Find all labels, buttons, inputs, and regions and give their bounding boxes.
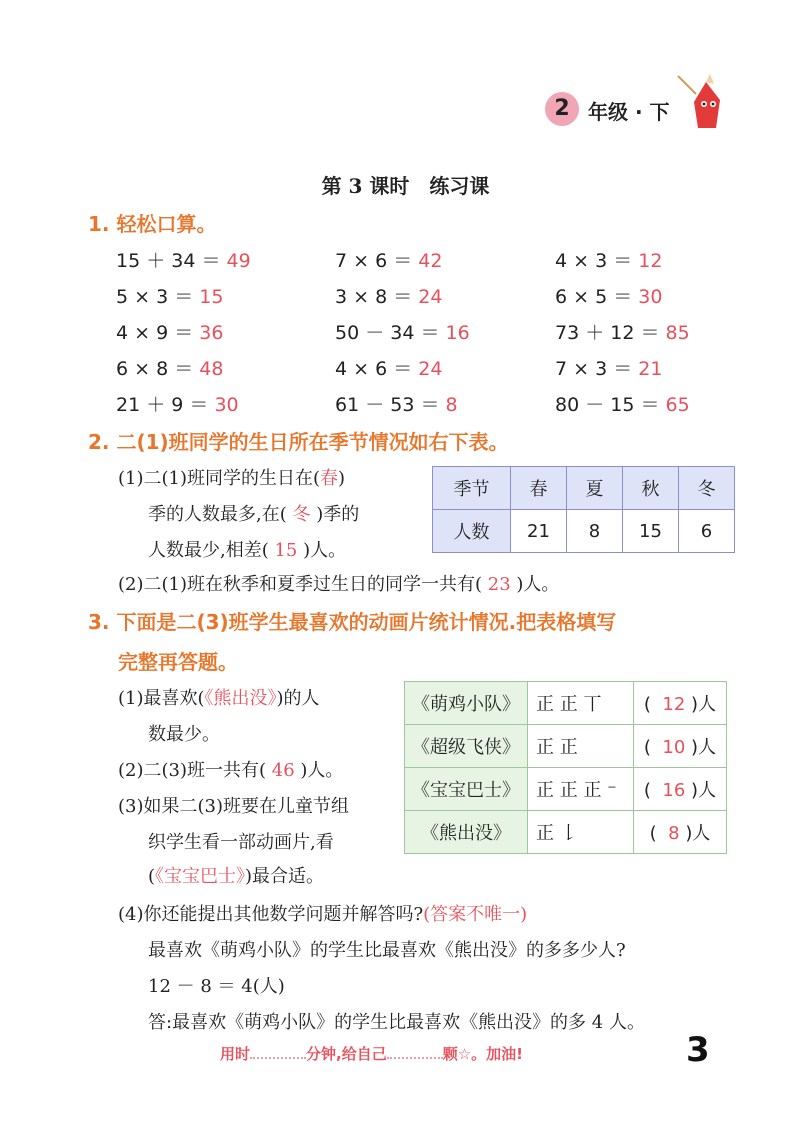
answer: 《熊出没》 xyxy=(204,688,277,709)
cartoon-row xyxy=(405,725,727,768)
answer: 21 xyxy=(638,358,663,380)
cartoon-table xyxy=(404,681,727,854)
answer: 15 xyxy=(199,286,224,308)
pencil-mascot-icon xyxy=(676,72,726,132)
cartoon-row xyxy=(405,682,727,725)
q3-part1-line1: (1)最喜欢(《熊出没》)的人 xyxy=(118,688,320,709)
calc-item: 15 ＋ 34 ＝ 49 xyxy=(116,250,251,272)
cartoon-name: 《熊出没》 xyxy=(405,811,528,854)
answer: 春 xyxy=(320,468,339,489)
star-blank xyxy=(387,1043,443,1059)
calc-item: 7 × 3 ＝ 21 xyxy=(555,358,663,380)
answer: 23 xyxy=(487,574,511,595)
q1-title: 1. 轻松口算。 xyxy=(88,212,217,236)
calc-item: 80 － 15 ＝ 65 xyxy=(555,394,690,416)
answer: 15 xyxy=(274,540,298,561)
calc-item: 3 × 8 ＝ 24 xyxy=(335,286,443,308)
calc-item: 73 ＋ 12 ＝ 85 xyxy=(555,322,690,344)
q3-part1-line2: 数最少。 xyxy=(148,724,220,745)
calc-item: 50 － 34 ＝ 16 xyxy=(335,322,470,344)
footer-encouragement: 用时 分钟,给自己 颗☆。加油! xyxy=(220,1045,524,1063)
calc-item: 4 × 6 ＝ 24 xyxy=(335,358,443,380)
cartoon-row xyxy=(405,811,727,854)
calc-item: 4 × 9 ＝ 36 xyxy=(116,322,224,344)
answer: 冬 xyxy=(292,504,311,525)
answer: 24 xyxy=(418,358,443,380)
page-number: 3 xyxy=(686,1030,710,1070)
answer: 24 xyxy=(418,286,443,308)
q2-part1-line1: (1)二(1)班同学的生日在(春) xyxy=(118,468,346,489)
tally-marks: 正 𠄌 xyxy=(528,811,634,854)
answer: 30 xyxy=(638,286,663,308)
q3-part4-question: (4)你还能提出其他数学问题并解答吗?(答案不唯一) xyxy=(118,904,528,925)
answer: 48 xyxy=(199,358,224,380)
answer: 49 xyxy=(226,250,251,272)
season-table xyxy=(432,466,735,553)
answer: 《宝宝巴士》 xyxy=(155,866,246,887)
calc-item: 6 × 8 ＝ 48 xyxy=(116,358,224,380)
lesson-title: 第 3 课时 练习课 xyxy=(321,174,490,198)
time-blank xyxy=(250,1043,306,1059)
grade-label: 年级 · 下 xyxy=(588,100,670,124)
calc-item: 61 － 53 ＝ 8 xyxy=(335,394,458,416)
cartoon-name: 《超级飞侠》 xyxy=(405,725,528,768)
answer: 65 xyxy=(665,394,690,416)
answer-note: (答案不唯一) xyxy=(423,904,528,925)
tally-marks: 正 正 正 ⁻ xyxy=(528,768,634,811)
cartoon-row xyxy=(405,768,727,811)
answer: 16 xyxy=(662,780,686,801)
q2-part1-line3: 人数最少,相差( 15 )人。 xyxy=(148,540,347,561)
calc-item: 6 × 5 ＝ 30 xyxy=(555,286,663,308)
count-cell: ( 16 )人 xyxy=(634,768,727,811)
calc-item: 5 × 3 ＝ 15 xyxy=(116,286,224,308)
q3-part2: (2)二(3)班一共有( 46 )人。 xyxy=(118,760,344,781)
tally-marks: 正 正 xyxy=(528,725,634,768)
answer: 8 xyxy=(445,394,458,416)
answer: 10 xyxy=(662,737,686,758)
answer: 16 xyxy=(445,322,470,344)
q3-part3-line3: (《宝宝巴士》)最合适。 xyxy=(148,866,325,887)
answer: 12 xyxy=(638,250,663,272)
count-cell: ( 10 )人 xyxy=(634,725,727,768)
q2-part2: (2)二(1)班在秋季和夏季过生日的同学一共有( 23 )人。 xyxy=(118,574,560,595)
q2-title: 2. 二(1)班同学的生日所在季节情况如右下表。 xyxy=(88,430,509,454)
grade-badge: 2 xyxy=(545,92,579,126)
answer: 12 xyxy=(662,694,686,715)
season-header-row: 季节 春 夏 秋 冬 xyxy=(433,467,735,510)
calc-item: 4 × 3 ＝ 12 xyxy=(555,250,663,272)
tally-marks: 正 正 丅 xyxy=(528,682,634,725)
count-cell: ( 8 )人 xyxy=(634,811,727,854)
cartoon-name: 《宝宝巴士》 xyxy=(405,768,528,811)
answer: 46 xyxy=(271,760,295,781)
answer: 30 xyxy=(214,394,239,416)
answer: 36 xyxy=(199,322,224,344)
cartoon-name: 《萌鸡小队》 xyxy=(405,682,528,725)
q3-part4-answer-sentence: 答:最喜欢《萌鸡小队》的学生比最喜欢《熊出没》的多 4 人。 xyxy=(148,1012,645,1033)
q3-part4-answer-calc: 12 － 8 ＝ 4(人) xyxy=(148,976,285,997)
q3-part3-line1: (3)如果二(3)班要在儿童节组 xyxy=(118,796,349,817)
q2-part1-line2: 季的人数最多,在( 冬 )季的 xyxy=(148,504,360,525)
q3-title-line1: 3. 下面是二(3)班学生最喜欢的动画片统计情况.把表格填写 xyxy=(88,610,617,634)
answer: 85 xyxy=(665,322,690,344)
answer: 8 xyxy=(668,823,680,844)
q3-part4-answer-question: 最喜欢《萌鸡小队》的学生比最喜欢《熊出没》的多多少人? xyxy=(148,940,626,961)
calc-item: 21 ＋ 9 ＝ 30 xyxy=(116,394,239,416)
q3-part3-line2: 织学生看一部动画片,看 xyxy=(148,832,334,853)
season-count-row: 人数 21 8 15 6 xyxy=(433,510,735,553)
answer: 42 xyxy=(418,250,443,272)
count-cell: ( 12 )人 xyxy=(634,682,727,725)
q3-title-line2: 完整再答题。 xyxy=(118,650,238,674)
calc-item: 7 × 6 ＝ 42 xyxy=(335,250,443,272)
